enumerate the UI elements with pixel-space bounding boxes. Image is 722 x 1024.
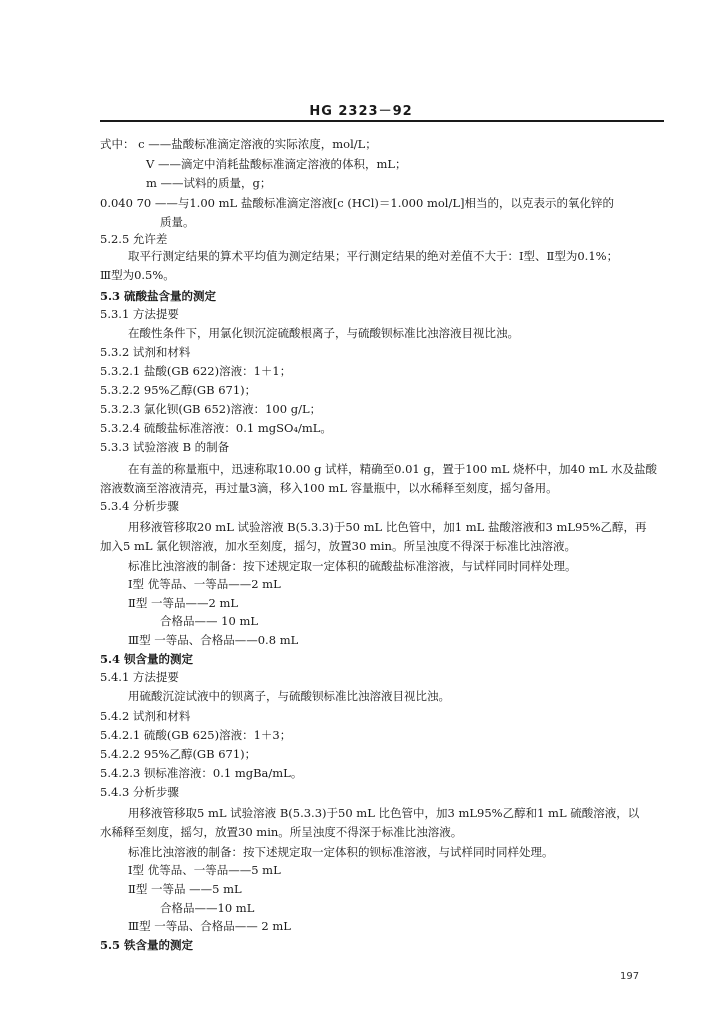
text-line: 5.4.2 试剂和材料 (100, 709, 191, 723)
text-line: 5.4.3 分析步骤 (100, 785, 179, 799)
text-line: 5.4.2.3 钡标准溶液：0.1 mgBa/mL。 (100, 766, 303, 780)
text-line: 合格品——10 mL (160, 901, 255, 915)
text-line: 5.3.1 方法提要 (100, 307, 179, 321)
text-line: 在酸性条件下，用氯化钡沉淀硫酸根离子，与硫酸钡标准比浊溶液目视比浊。 (128, 326, 519, 340)
text-line: 5.3.3 试验溶液 B 的制备 (100, 440, 230, 454)
text-line: 0.040 70 ——与1.00 mL 盐酸标准滴定溶液[c (HCl)＝1.000 mol/L]相当的，以克表示的氧化锌的 (100, 196, 614, 210)
text-line: Ⅲ型 一等品、合格品——0.8 mL (128, 633, 299, 647)
text-line: 水稀释至刻度，摇匀，放置30 min。所呈浊度不得深于标准比浊溶液。 (100, 825, 463, 839)
text-line: m ——试料的质量，g； (146, 176, 272, 190)
text-line: 用移液管移取5 mL 试验溶液 B(5.3.3)于50 mL 比色管中，加3 mL95%乙醇和1 mL 硫酸溶液，以 (128, 806, 640, 820)
text-line: Ⅱ型 一等品——2 mL (128, 596, 238, 610)
text-line: 质量。 (160, 215, 195, 229)
text-line: 式中： c ——盐酸标准滴定溶液的实际浓度，mol/L； (100, 137, 377, 151)
text-line: 合格品—— 10 mL (160, 614, 258, 628)
text-line: V ——滴定中消耗盐酸标准滴定溶液的体积，mL； (146, 157, 407, 171)
text-line: 取平行测定结果的算术平均值为测定结果；平行测定结果的绝对差值不大于：Ⅰ型、Ⅱ型为0.1%； (128, 249, 619, 263)
text-line: 用移液管移取20 mL 试验溶液 B(5.3.3)于50 mL 比色管中，加1 mL 盐酸溶液和3 mL95%乙醇，再 (128, 520, 647, 534)
text-line: 5.3.2.3 氯化钡(GB 652)溶液：100 g/L； (100, 402, 322, 416)
text-line: 在有盖的称量瓶中，迅速称取10.00 g 试样，精确至0.01 g，置于100 mL 烧杯中，加40 mL 水及盐酸 (128, 462, 658, 476)
text-line: 5.4.2.1 硫酸(GB 625)溶液：1＋3； (100, 728, 292, 742)
text-line: 溶液数滴至溶液清亮，再过量3滴，移入100 mL 容量瓶中，以水稀释至刻度，摇匀备用。 (100, 481, 558, 495)
text-line: Ⅰ型 优等品、一等品——5 mL (128, 863, 281, 877)
header-rule (100, 120, 664, 122)
text-line: Ⅲ型为0.5%。 (100, 268, 175, 282)
text-line: 5.3.2.2 95%乙醇(GB 671)； (100, 383, 257, 397)
text-line: 5.3.4 分析步骤 (100, 499, 179, 513)
standard-header: HG 2323－92 (309, 104, 413, 119)
text-line: 用硫酸沉淀试液中的钡离子，与硫酸钡标准比浊溶液目视比浊。 (128, 689, 450, 703)
text-line: 加入5 mL 氯化钡溶液，加水至刻度，摇匀，放置30 min。所呈浊度不得深于标准比浊溶液。 (100, 539, 576, 553)
text-line: 5.3.2 试剂和材料 (100, 345, 191, 359)
text-line: 标准比浊溶液的制备：按下述规定取一定体积的钡标准溶液，与试样同时同样处理。 (128, 845, 554, 859)
section-heading: 5.4 钡含量的测定 (100, 652, 194, 666)
section-heading: 5.5 铁含量的测定 (100, 938, 194, 952)
text-line: Ⅰ型 优等品、一等品——2 mL (128, 577, 281, 591)
text-line: 5.3.2.4 硫酸盐标准溶液：0.1 mgSO₄/mL。 (100, 421, 332, 435)
text-line: Ⅱ型 一等品 ——5 mL (128, 882, 242, 896)
text-line: 5.2.5 允许差 (100, 232, 168, 246)
text-line: 5.4.1 方法提要 (100, 670, 179, 684)
text-line: 标准比浊溶液的制备：按下述规定取一定体积的硫酸盐标准溶液，与试样同时同样处理。 (128, 559, 577, 573)
section-heading: 5.3 硫酸盐含量的测定 (100, 289, 217, 303)
text-line: 5.3.2.1 盐酸(GB 622)溶液：1＋1； (100, 364, 292, 378)
text-line: 5.4.2.2 95%乙醇(GB 671)； (100, 747, 257, 761)
page-number: 197 (620, 971, 640, 982)
text-line: Ⅲ型 一等品、合格品—— 2 mL (128, 919, 291, 933)
